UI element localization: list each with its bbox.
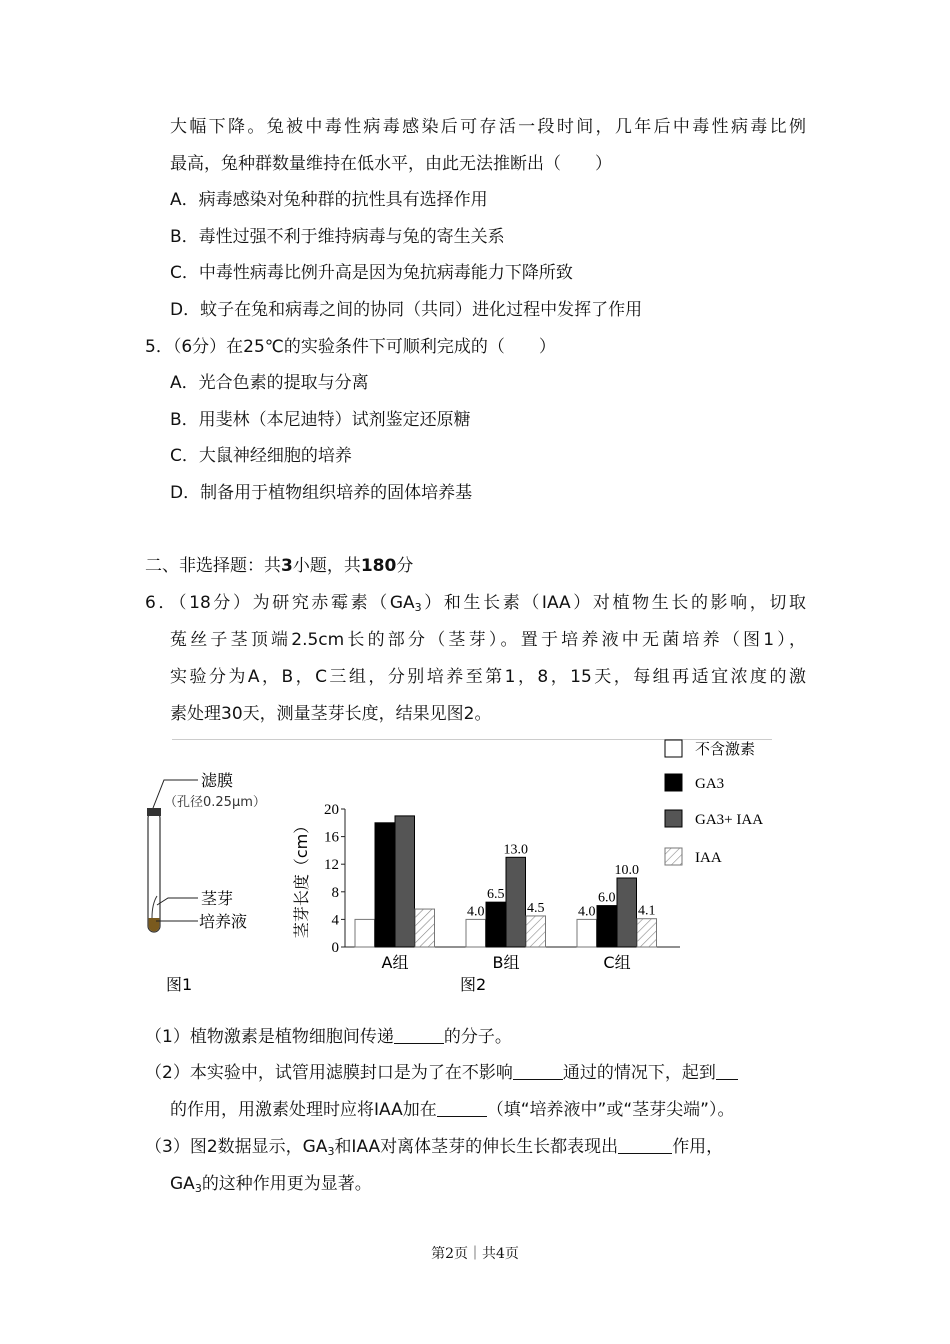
answer-blank[interactable] [394,1027,444,1044]
category-label: A组 [381,953,409,972]
q6-sub1 [145,1026,512,1048]
category-label: C组 [603,953,631,972]
medium-label: 培养液 [199,912,248,931]
pore-label: （孔径0.25μm） [164,795,266,810]
q5-option-c: C．大鼠神经细胞的培养 [170,446,352,466]
q6-stem-line: 素处理30天，测量茎芽长度，结果见图2。 [170,704,492,724]
q5-stem: 5．（6分）在25℃的实验条件下可顺利完成的（ ） [145,337,556,357]
text: 作用， [672,1137,724,1157]
q6-sub2-cont [170,1099,734,1121]
legend-label: 不含激素 [695,742,756,758]
data-label: 4.1 [638,903,656,919]
text: 的作用，用激素处理时应将IAA加在 [170,1100,437,1120]
text: ）和生长素（IAA）对植物生长的影响，切取 [421,593,806,613]
membrane-label: 滤膜 [201,771,234,790]
q6-stem-line: 实验分为A，B，C三组，分别培养至第1，8，15天，每组再适宜浓度的激 [170,667,806,687]
bud-leader-line [157,898,198,905]
bar [466,919,486,947]
y-tick-label: 12 [324,857,339,874]
text: （填“培养液中”或“茎芽尖端”）。 [486,1100,735,1120]
figure1-caption: 图1 [166,975,193,994]
text: （2）本实验中，试管用滤膜封口是为了在不影响 [145,1063,513,1083]
text: 6．（18分）为研究赤霉素（GA [145,593,415,613]
heading-text: 分 [396,556,414,576]
y-tick-label: 0 [331,940,339,956]
figure2-caption: 图2 [460,975,487,994]
bar [415,909,435,947]
text: （3）图2数据显示，GA [145,1137,328,1157]
data-label: 4.0 [467,904,485,920]
culture-medium [149,918,160,931]
answer-blank[interactable] [716,1063,738,1080]
heading-score: 180 [360,556,397,576]
bar [597,906,617,947]
answer-blank[interactable] [513,1063,563,1080]
bud-label: 茎芽 [201,889,234,908]
q6-sub2 [145,1062,738,1084]
legend-swatch [665,848,682,865]
q5-option-a: A．光合色素的提取与分离 [170,373,369,393]
legend-swatch [665,740,682,757]
bar [526,916,546,947]
total-pages: 4 [496,1246,505,1262]
q5-option-d: D．制备用于植物组织培养的固体培养基 [170,483,473,503]
data-label: 6.0 [598,890,616,906]
text: 的这种作用更为显著。 [201,1174,372,1194]
answer-blank[interactable] [437,1100,487,1117]
bar [577,919,597,947]
legend-label: GA3 [695,776,725,792]
subscript: 3 [327,1145,335,1158]
heading-text: 小题，共 [292,556,361,576]
membrane-cap [147,808,161,816]
bar [395,816,415,947]
q4-option-c: C．中毒性病毒比例升高是因为兔抗病毒能力下降所致 [170,263,573,283]
bar [506,857,526,947]
text: 的分子。 [443,1027,512,1047]
q6-sub3-cont [170,1173,372,1200]
page-number: 2 [445,1246,454,1262]
bar [637,919,657,947]
q4-text-line: 最高，兔种群数量维持在低水平，由此无法推断出（ ） [170,154,612,174]
text: 页 [504,1246,519,1262]
data-label: 13.0 [503,842,528,858]
category-label: B组 [492,953,520,972]
y-tick-label: 16 [324,829,339,846]
legend-label: IAA [695,850,722,866]
subscript: 3 [194,1182,202,1195]
y-tick-label: 20 [324,802,339,818]
heading-text: 二、非选择题：共 [145,556,281,576]
legend-swatch [665,774,682,791]
data-label: 10.0 [614,863,639,878]
q5-option-b: B．用斐林（本尼迪特）试剂鉴定还原糖 [170,410,471,430]
bar [375,823,395,947]
bar [355,919,375,947]
y-tick-label: 8 [331,884,339,901]
y-axis-label: 茎芽长度（cm） [292,817,311,939]
q6-stem-line: 菟丝子茎顶端2.5cm长的部分（茎芽）。置于培养液中无菌培养（图1）， [170,630,806,650]
bar [617,878,637,947]
text: （1）植物激素是植物细胞间传递 [145,1027,394,1047]
legend-swatch [665,810,682,827]
data-label: 4.5 [527,900,545,916]
data-label: 6.5 [487,887,505,903]
test-tube-diagram [147,771,266,994]
answer-blank[interactable] [618,1137,672,1154]
bar-chart [292,740,763,994]
q4-option-b: B．毒性过强不利于维持病毒与兔的寄生关系 [170,227,505,247]
text: GA [170,1174,195,1194]
text: 通过的情况下，起到 [562,1063,716,1083]
subscript: 3 [414,601,422,614]
bar [486,902,506,947]
data-label: 4.0 [578,904,596,920]
legend-label: GA3+ IAA [695,812,764,828]
q4-option-d: D．蚊子在兔和病毒之间的协同（共同）进化过程中发挥了作用 [170,300,643,320]
text: 和IAA对离体茎芽的伸长生长都表现出 [334,1137,619,1157]
q4-text-line: 大幅下降。兔被中毒性病毒感染后可存活一段时间，几年后中毒性病毒比例 [170,117,806,137]
page-footer [0,1243,950,1263]
q4-option-a: A．病毒感染对兔种群的抗性具有选择作用 [170,190,488,210]
q6-sub3 [145,1136,723,1163]
text: 页｜共 [454,1246,496,1262]
text: 第 [431,1246,446,1262]
y-tick-label: 4 [331,912,339,929]
heading-count: 3 [281,556,293,576]
test-tube [148,812,160,932]
